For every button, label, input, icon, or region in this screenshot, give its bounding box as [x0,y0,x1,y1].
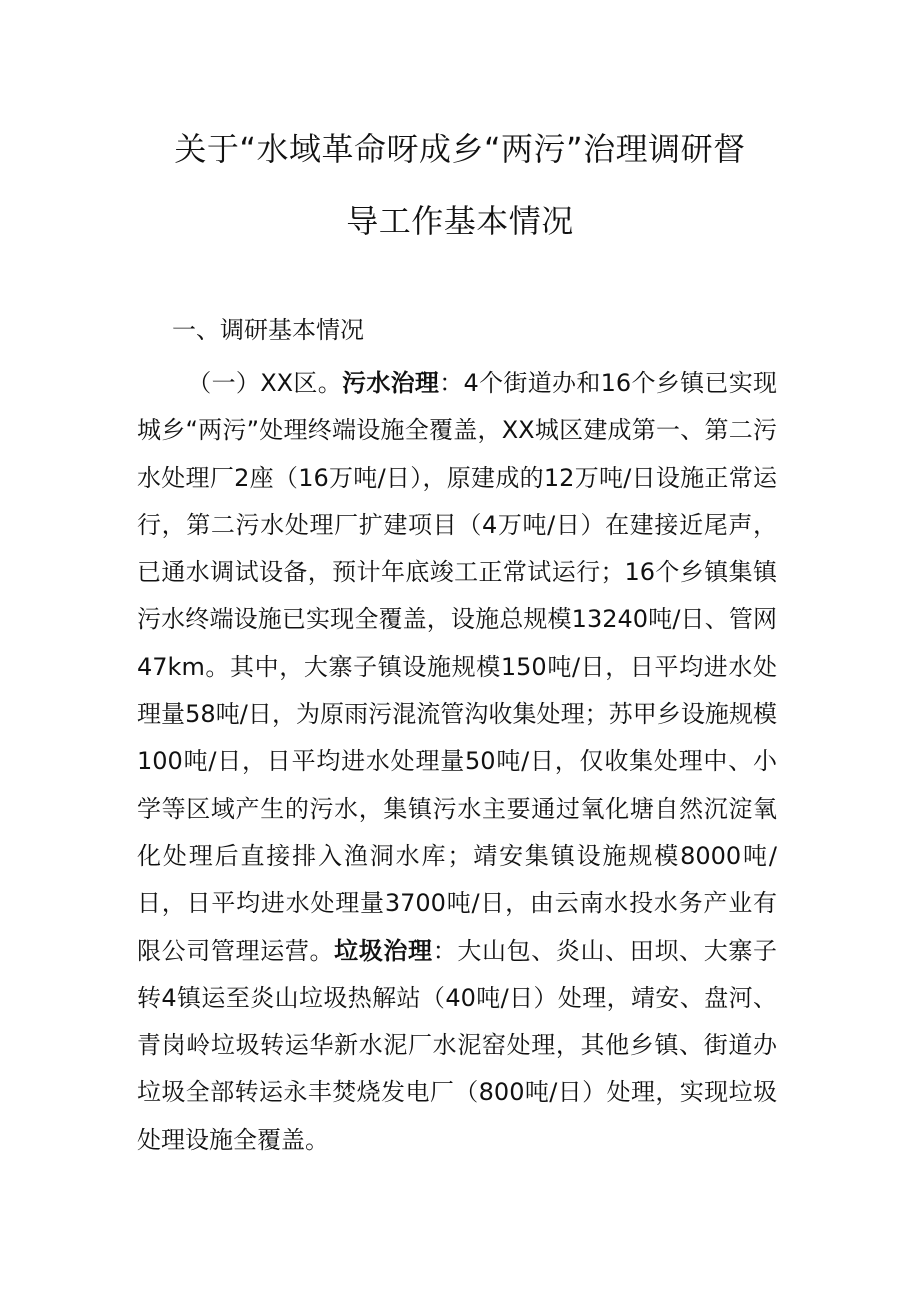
document-title-line-2: 导工作基本情况 [346,202,574,240]
section-heading: 一、调研基本情况 [172,316,364,344]
sewage-treatment-label: 污水治理 [342,369,440,397]
sewage-treatment-text: ：4个街道办和16个乡镇已实现城乡“两污”处理终端设施全覆盖，XX城区建成第一、第二污水处理厂2座（16万吨/日），原建成的12万吨/日设施正常运行，第二污水处理厂扩建项目（4万吨/日）在建接近尾声，已通水调试设备，预计年底竣工正常试运行；16个乡镇集镇污水终端设施已实现全覆盖，设施总规模13240吨/日、管网47km。其中，大寨子镇设施规模150吨/日，日平均进水处理量58吨/日，为原雨污混流管沟收集处理；苏甲乡设施规模100吨/日，日平均进水处理量50吨/日，仅收集处理中、小学等区域产生的污水，集镇污水主要通过氧化塘自然沉淀氧化处理后直接排入渔洞水库；靖安集镇设施规模8000吨/日，日平均进水处理量3700吨/日，由云南水投水务产业有限公司管理运营。 [137,369,777,965]
garbage-treatment-text: ：大山包、炎山、田坝、大寨子转4镇运至炎山垃圾热解站（40吨/日）处理，靖安、盘河、青岗岭垃圾转运华新水泥厂水泥窑处理，其他乡镇、街道办垃圾全部转运永丰焚烧发电厂（800吨/日）处理，实现垃圾处理设施全覆盖。 [137,936,778,1154]
paragraph-prefix: （一）XX区。 [187,369,343,397]
garbage-treatment-label: 垃圾治理 [334,936,433,965]
body-paragraph [137,360,777,1164]
document-title-line-1: 关于“水域革命呀成乡“两污”治理调研督 [174,130,746,168]
